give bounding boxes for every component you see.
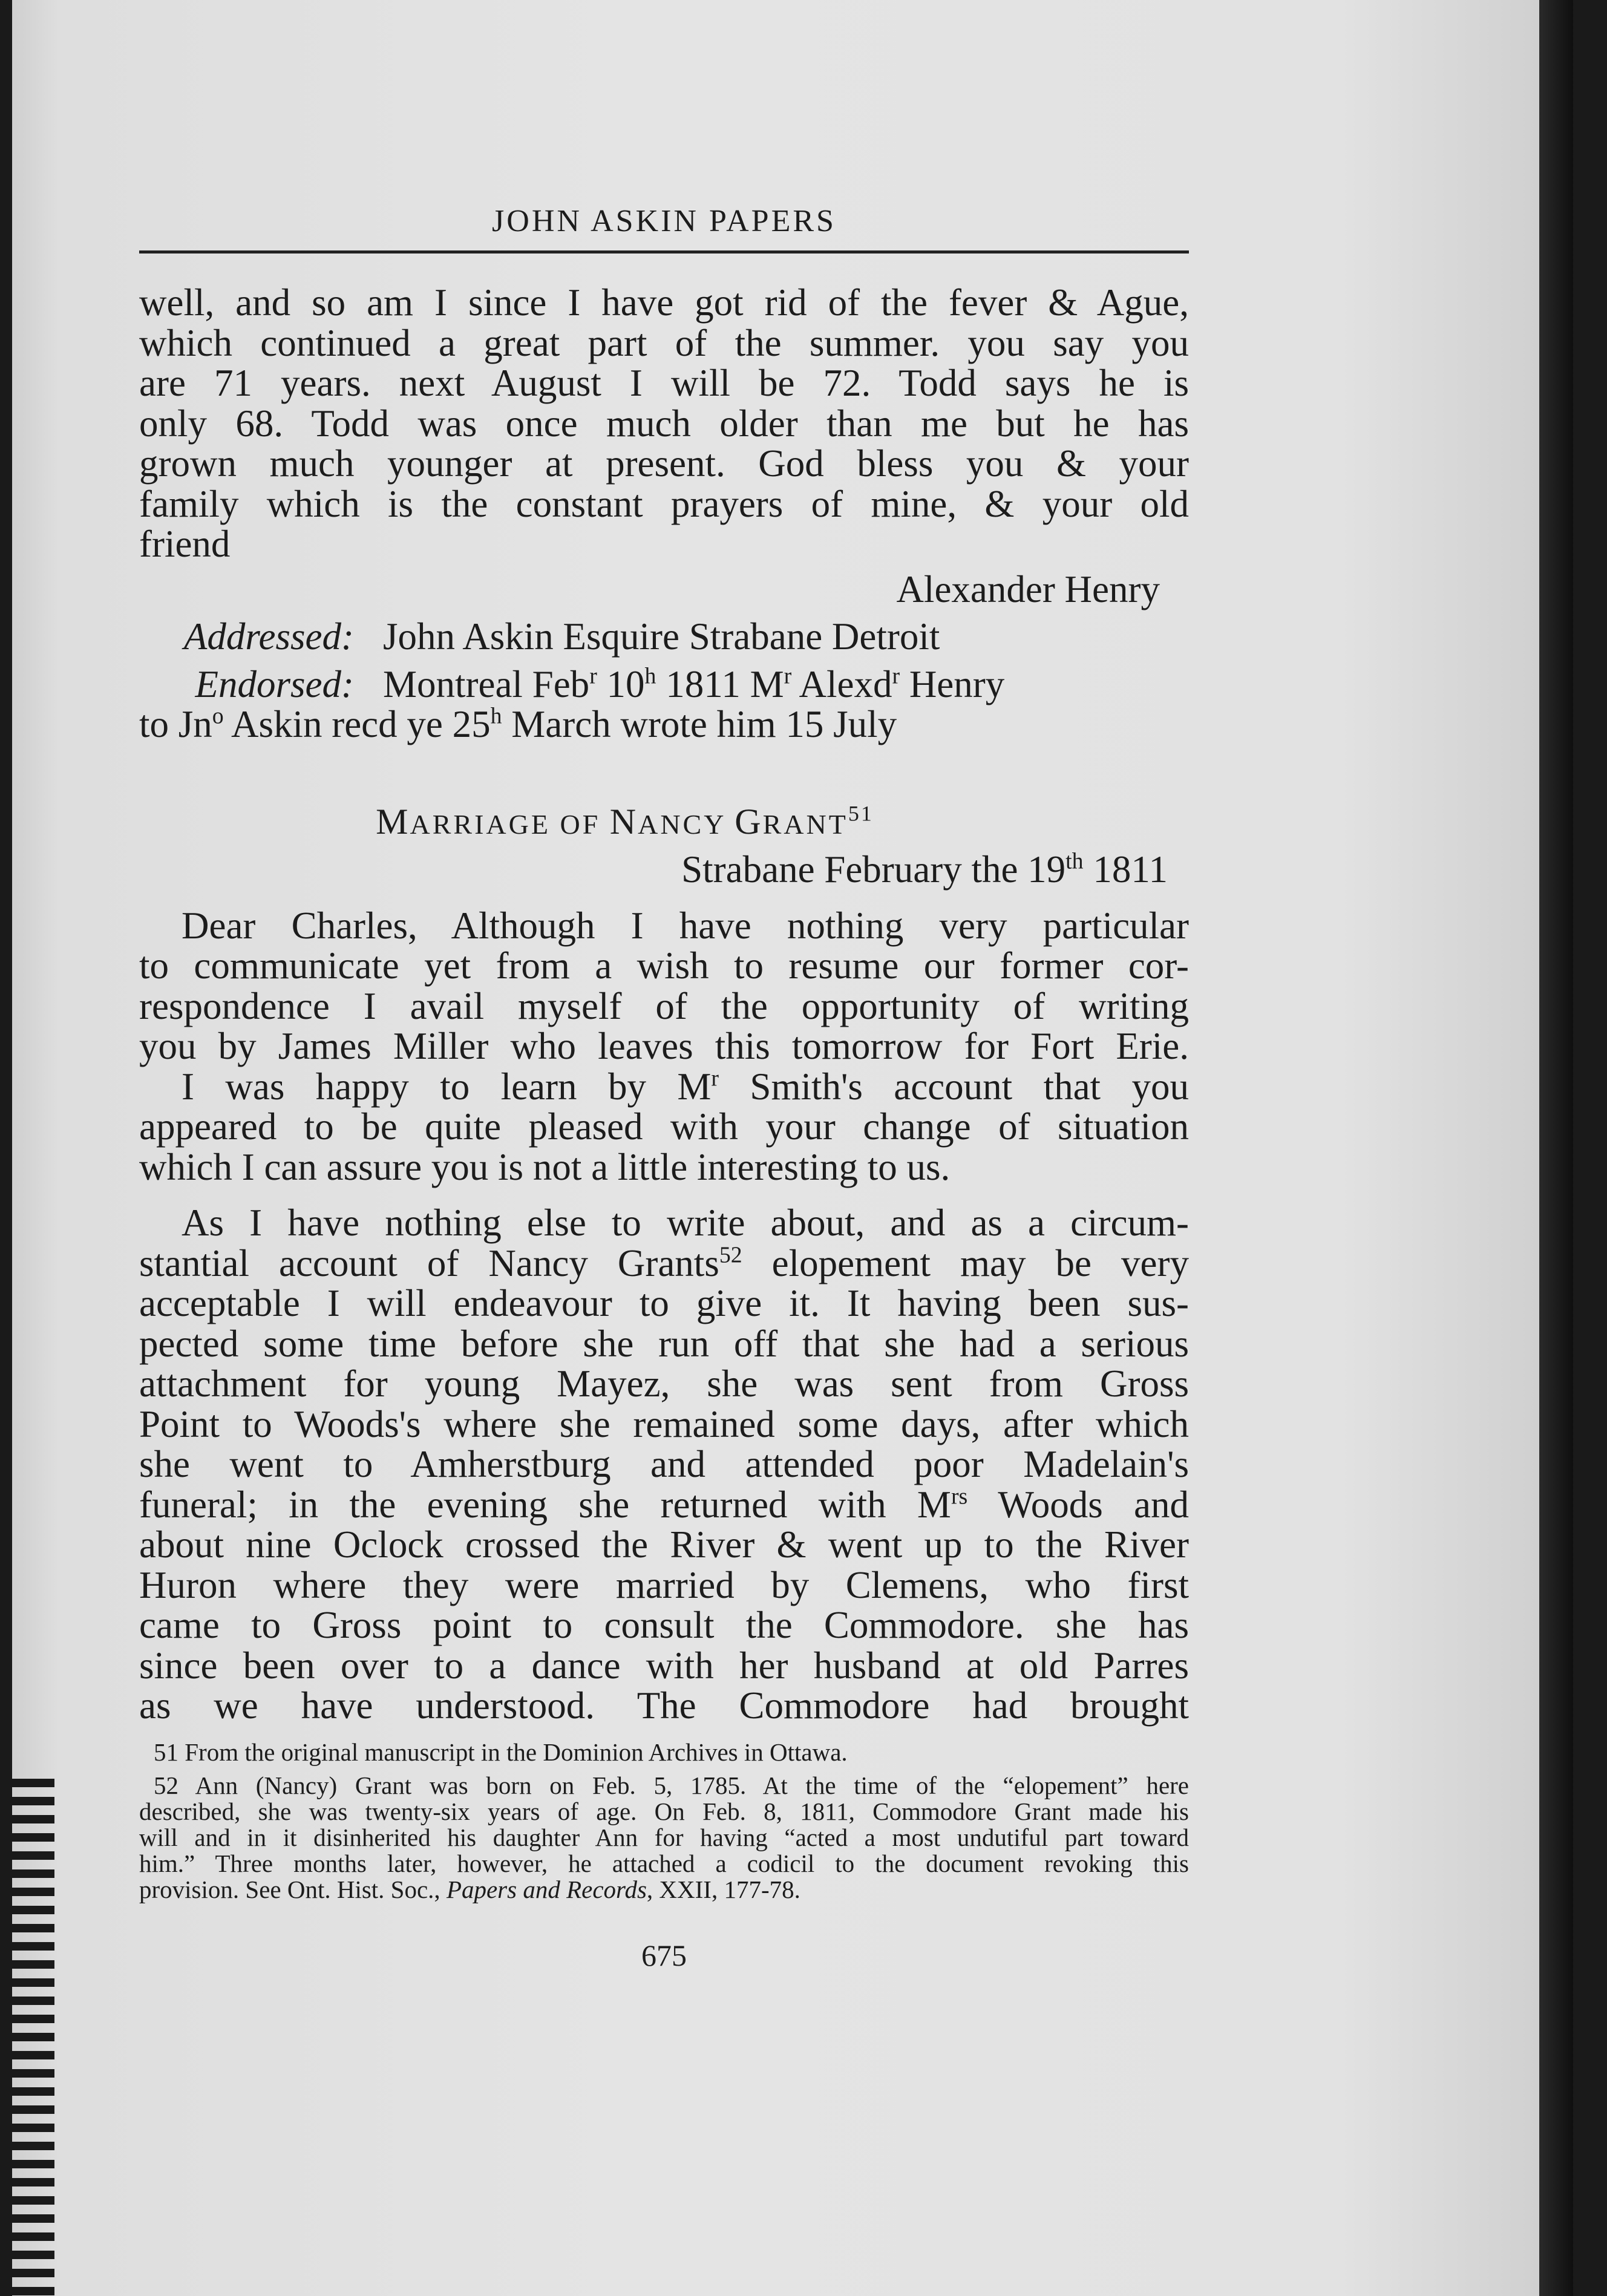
text-line: she went to Amherstburg and attended poor Madelain's: [139, 1443, 1189, 1485]
footnote-ref: 51: [848, 800, 874, 825]
footnote-51: 51 From the original manuscript in the Dominion Archives in Ottawa.: [154, 1738, 848, 1766]
text-line: I was happy to learn by $M^r$ Smith's account that you: [182, 1065, 1189, 1108]
text-line: came to Gross point to consult the Commodore. she has: [139, 1604, 1189, 1646]
running-head: JOHN ASKIN PAPERS: [139, 206, 1189, 253]
text-line: respondence I avail myself of the opportunity of writing: [139, 984, 1189, 1027]
letter-henry: [139, 283, 1189, 1726]
paragraph: [139, 1203, 1189, 1726]
footnote-line: him.” Three months later, however, he attached a codicil to the document revoking this: [139, 1849, 1189, 1877]
endorsed-line-2: to Jn$^o$ Askin recd ye 25$^h$ March wrote him 15 July: [139, 703, 897, 745]
paragraph: [139, 1067, 1189, 1188]
paragraph: [139, 906, 1189, 1067]
text-line: grown much younger at present. God bless you & your: [139, 442, 1189, 485]
footnotes: [139, 1739, 1189, 1903]
text-line: which I can assure you is not a little interesting to us.: [139, 1145, 951, 1188]
text-line: about nine Oclock crossed the River & went up to the River: [139, 1523, 1189, 1566]
page-edge-shadow: [1539, 0, 1573, 2296]
text-line: funeral; in the evening she returned with $M^{rs}$ Woods and: [139, 1483, 1189, 1526]
letter-date: Strabane February the 19th 1811: [681, 848, 1168, 891]
addressed-line: [139, 617, 1189, 657]
text-line: stantial account of Nancy Grants$^{52}$ elopement may be very: [139, 1241, 1189, 1284]
endorsed-label: Endorsed:: [195, 662, 354, 705]
footnote-ref: 52: [719, 1241, 742, 1267]
text-line: Dear Charles, Although I have nothing very particular: [182, 904, 1189, 947]
text-line: As I have nothing else to write about, and as a circum-: [182, 1202, 1189, 1244]
text-line: well, and so am I since I have got rid of the fever & Ague,: [139, 281, 1189, 324]
text-line: only 68. Todd was once much older than me but he has: [139, 402, 1189, 445]
signature: Alexander Henry: [896, 567, 1160, 610]
text-line: as we have understood. The Commodore had brought: [139, 1684, 1189, 1727]
endorsed-line: Endorsed: Montreal Feb$^r$ 10$^h$ 1811 $M^r$ Alexd$^r$ Henry: [139, 664, 1189, 705]
footnote-52: [139, 1773, 1189, 1903]
text-line: which continued a great part of the summer. you say you: [139, 321, 1189, 364]
text-line: pected some time before she run off that she had a serious: [139, 1322, 1189, 1365]
footnote-line: provision. See Ont. Hist. Soc., Papers and Records, XXII, 177-78.: [139, 1875, 800, 1903]
text-line: Huron where they were married by Clemens, who first: [139, 1563, 1189, 1606]
text-line: you by James Miller who leaves this tomorrow for Fort Erie.: [139, 1025, 1189, 1067]
book-page: [12, 0, 1573, 2296]
text-line: family which is the constant prayers of mine, & your old: [139, 482, 1189, 525]
text-line: appeared to be quite pleased with your change of situation: [139, 1105, 1189, 1148]
torn-page-edge: [12, 1779, 54, 2296]
addressed-text: John Askin Esquire Strabane Detroit: [383, 615, 940, 658]
text-line: since been over to a dance with her husband at old Parres: [139, 1644, 1189, 1687]
text-line: attachment for young Mayez, she was sent from Gross: [139, 1362, 1189, 1405]
addressed-label: Addressed:: [183, 615, 354, 658]
section-title: MARRIAGE OF NANCY GRANT$^{51}$: [376, 800, 874, 842]
footnote-line: will and in it disinherited his daughter Ann for having “acted a most undutiful part toward: [139, 1823, 1189, 1851]
footnote-line: 52 Ann (Nancy) Grant was born on Feb. 5, 1785. At the time of the “elopement” here: [154, 1771, 1189, 1799]
text-line: friend: [139, 523, 231, 565]
text-line: acceptable I will endeavour to give it. It having been sus-: [139, 1282, 1189, 1324]
footnote-line: described, she was twenty-six years of age. On Feb. 8, 1811, Commodore Grant made his: [139, 1797, 1189, 1825]
text-column: [139, 206, 1189, 1973]
page-number: 675: [641, 1938, 687, 1972]
text-line: are 71 years. next August I will be 72. Todd says he is: [139, 362, 1189, 404]
text-line: Point to Woods's where she remained some days, after which: [139, 1402, 1189, 1445]
text-line: to communicate yet from a wish to resume our former cor-: [139, 944, 1189, 987]
